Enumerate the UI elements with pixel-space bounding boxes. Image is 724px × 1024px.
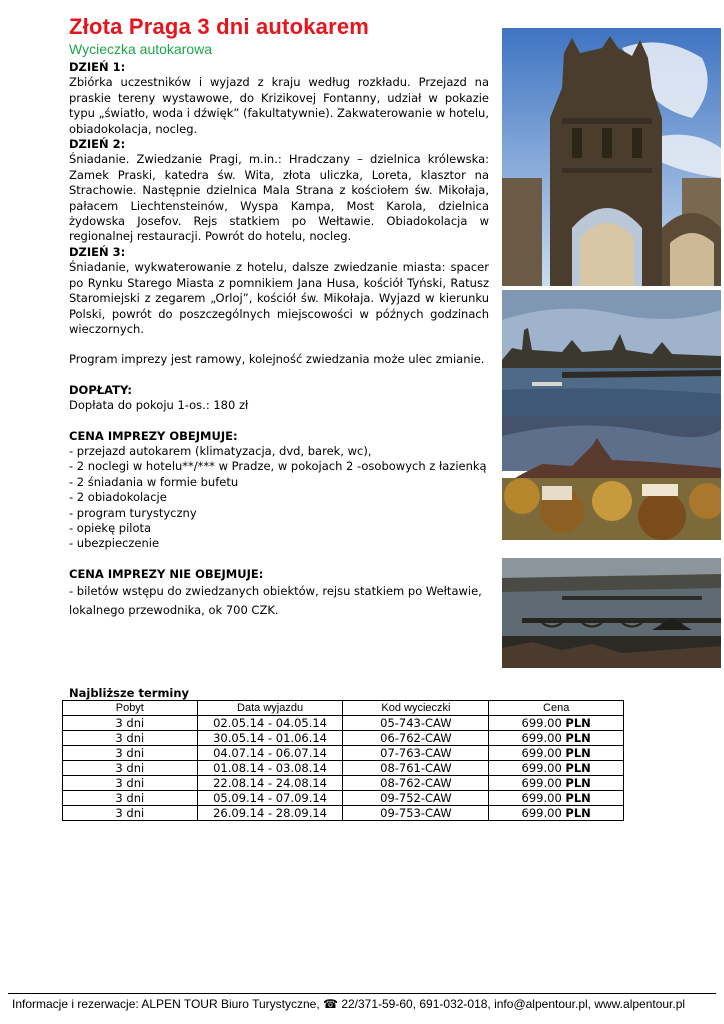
stay-cell: 3 dni [63,761,198,776]
stay-cell: 3 dni [63,791,198,806]
price-value: 699.00 [521,746,562,760]
price-value: 699.00 [521,791,562,805]
price-currency: PLN [565,731,591,745]
river-skyline-photo [502,290,721,416]
powder-tower-photo [502,28,721,286]
price-cell [489,731,624,746]
dates-cell: 04.07.14 - 06.07.14 [197,746,343,761]
price-cell [489,761,624,776]
includes-list [69,444,489,552]
program-note: Program imprezy jest ramowy, kolejność zwiedzania może ulec zmianie. [69,352,485,367]
stay-cell: 3 dni [63,776,198,791]
includes-heading: CENA IMPREZY OBEJMUJE: [69,428,238,443]
price-cell [489,716,624,731]
terms-title: Najbliższe terminy [69,686,190,700]
price-currency: PLN [565,806,591,820]
column-header: Cena [489,701,624,716]
day-1-text: Zbiórka uczestników i wyjazd z kraju według rozkładu. Przejazd na praskie tereny wystawowe, do Krizikovej Fontanny, udział w pokazie typu „światło, woda i dźwięk” (fakultatywnie). Zakwaterowanie w hotelu, obiadokolacja, nocleg. [69,75,489,136]
itinerary-content [69,60,489,620]
code-cell: 07-763-CAW [343,746,489,761]
includes-item: - program turystyczny [69,505,197,520]
doplaty-heading: DOPŁATY: [69,382,132,397]
stay-cell: 3 dni [63,746,198,761]
bridges-photo [502,558,721,668]
price-cell [489,791,624,806]
page-title: Złota Praga 3 dni autokarem [69,14,370,39]
price-value: 699.00 [521,776,562,790]
footer-company: Informacje i rezerwacje: ALPEN TOUR Biuro Turystyczne, [12,997,320,1011]
day-1-heading: DZIEŃ 1: [69,60,126,74]
table-row [63,806,624,821]
stay-cell: 3 dni [63,806,198,821]
day-2-heading: DZIEŃ 2: [69,137,126,152]
day-3-text: Śniadanie, wykwaterowanie z hotelu, dalsze zwiedzanie miasta: spacer po Rynku Starego Miasta z pomnikiem Jana Husa, kościół Tyński, Ratusz Staromiejski z zegarem „Orloj”, kościół św. Mikołaja. Wyjazd w kierunku Polski, powrót do poszczególnych miejscowości w późnych godzinach wieczornych. [69,260,489,336]
dates-cell: 26.09.14 - 28.09.14 [197,806,343,821]
dates-cell: 05.09.14 - 07.09.14 [197,791,343,806]
page-subtitle: Wycieczka autokarowa [69,41,213,57]
table-row [63,776,624,791]
table-header-row [63,701,624,716]
code-cell: 08-761-CAW [343,761,489,776]
price-currency: PLN [565,746,591,760]
code-cell: 09-752-CAW [343,791,489,806]
price-cell [489,776,624,791]
price-value: 699.00 [521,731,562,745]
code-cell: 06-762-CAW [343,731,489,746]
price-cell [489,806,624,821]
table-row [63,731,624,746]
excludes-text: - biletów wstępu do zwiedzanych obiektów, rejsu statkiem po Wełtawie, lokalnego przewodnika, ok 700 CZK. [69,584,482,618]
code-cell: 08-762-CAW [343,776,489,791]
excludes-heading: CENA IMPREZY NIE OBEJMUJE: [69,566,264,581]
footer-contact: 22/371-59-60, 691-032-018, info@alpentour.pl, www.alpentour.pl [341,997,686,1011]
includes-item: - ubezpieczenie [69,536,160,551]
day-3-heading: DZIEŃ 3: [69,244,126,259]
includes-item: - przejazd autokarem (klimatyzacja, dvd, barek, wc), [69,443,372,458]
code-cell: 09-753-CAW [343,806,489,821]
footer [12,997,712,1011]
includes-item: - 2 noclegi w hotelu**/*** w Pradze, w pokojach 2 -osobowych z łazienką [69,459,487,474]
code-cell: 05-743-CAW [343,716,489,731]
price-currency: PLN [565,716,591,730]
column-header: Pobyt [63,701,198,716]
price-value: 699.00 [521,761,562,775]
dates-cell: 01.08.14 - 03.08.14 [197,761,343,776]
price-value: 699.00 [521,716,562,730]
table-row [63,761,624,776]
doplaty-text: Dopłata do pokoju 1-os.: 180 zł [69,398,249,413]
dates-cell: 22.08.14 - 24.08.14 [197,776,343,791]
dates-cell: 02.05.14 - 04.05.14 [197,716,343,731]
includes-item: - opiekę pilota [69,520,152,535]
stay-cell: 3 dni [63,731,198,746]
price-currency: PLN [565,776,591,790]
terms-section [62,686,624,821]
price-value: 699.00 [521,806,562,820]
stay-cell: 3 dni [63,716,198,731]
dates-cell: 30.05.14 - 01.06.14 [197,731,343,746]
table-row [63,716,624,731]
castle-autumn-photo [502,416,721,540]
table-row [63,746,624,761]
table-row [63,791,624,806]
includes-item: - 2 śniadania w formie bufetu [69,474,239,489]
price-cell [489,746,624,761]
day-2-text: Śniadanie. Zwiedzanie Pragi, m.in.: Hradczany – dzielnica królewska: Zamek Praski, katedra św. Wita, złota uliczka, Loreta, klasztor na Strachowie. Następnie dzielnica Mala Strana z kościołem św. Mikołaja, pałacem Liechtensteinów, Wyspa Kampa, Most Karola, dzielnica żydowska Josefov. Rejs statkiem po Wełtawie. Obiadokolacja w regionalnej restauracji. Powrót do hotelu, nocleg. [69,152,489,244]
price-currency: PLN [565,791,591,805]
price-currency: PLN [565,761,591,775]
telephone-icon: ☎ [323,997,338,1011]
column-header: Data wyjazdu [197,701,343,716]
column-header: Kod wycieczki [343,701,489,716]
includes-item: - 2 obiadokolacje [69,490,167,505]
terms-table [62,700,624,821]
footer-divider [8,993,716,994]
